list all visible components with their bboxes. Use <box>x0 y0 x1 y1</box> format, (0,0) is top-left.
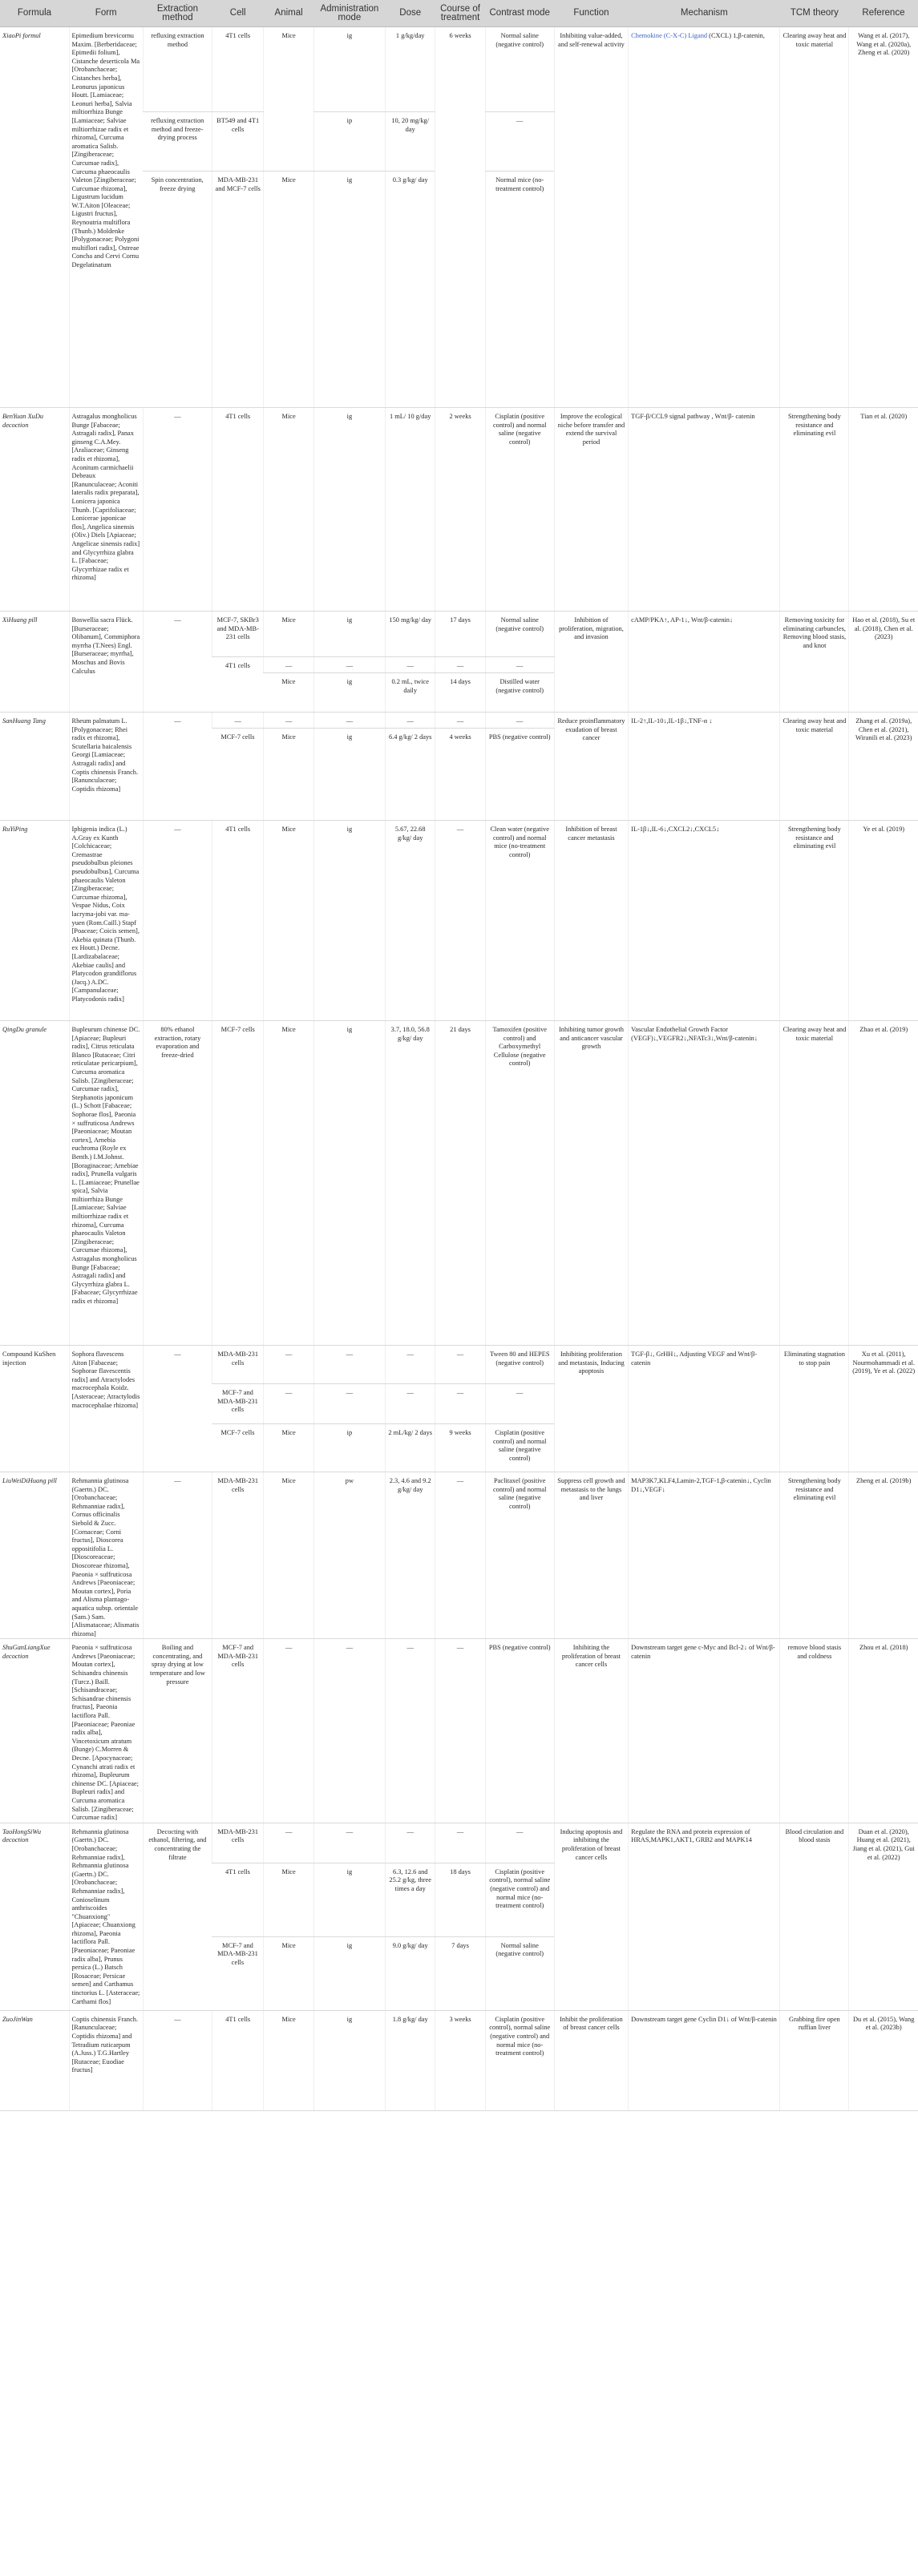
reference-cell: Du et al. (2015), Wang et al. (2023b) <box>849 2010 918 2110</box>
dose-cell: — <box>386 1639 435 1823</box>
form-cell: Paeonia × suffruticosa Andrews [Paeoniaceae; Moutan cortex], Schisandra chinensis (Turcz.) Baill. [Schisandraceae; Schisandrae chinensis fructus], Paeonia lactiflora Pall. [Paeoniaceae; Paeoniae radix alba], Vincetoxicum atratum (Bunge) C.Morren & Decne. [Apocynaceae; Cynanchi atrati radix et rhizoma], Bupleurum chinense DC. [Apiaceae; Bupleuri radix] and Curcuma aromatica Salisb. [Zingiberaceae; Curcumae radix] <box>69 1639 143 1823</box>
animal-cell: Mice <box>264 1472 313 1639</box>
cell-line-cell: MCF-7 and MDA-MB-231 cells <box>212 1639 264 1823</box>
animal-cell: Mice <box>264 172 313 408</box>
header-cell: Cell <box>212 0 264 27</box>
cell-line-cell: 4T1 cells <box>212 27 264 112</box>
form-cell: Coptis chinensis Franch. [Ranunculaceae; Coptidis rhizoma] and Tetradium ruticarpum (A.Juss.) T.G.Hartley [Rutaceae; Euodiae fructus] <box>69 2010 143 2110</box>
reference-cell: Wang et al. (2017), Wang et al. (2020a), Zheng et al. (2020) <box>849 27 918 408</box>
form-cell: Epimedium brevicornu Maxim. [Berberidaceae; Epimedii folium], Cistanche deserticola Ma [Orobanchaceae; Cistanches herba], Leonurus japonicus Houtt. [Lamiaceae; Leonuri herba], Salvia miltiorrhiza Bunge [Lamiaceae; Salviae miltiorrhizae radix et rhizoma], Curcuma aromatica Salisb. [Zingiberaceae; Curcumae radix], Curcuma phaeocaulis Valeton [Zingiberaceae; Curcumae rhizoma], Ligustrum lucidum W.T.Aiton [Oleaceae; Ligustri fructus], Reynoutria multiflora (Thunb.) Moldenke [Polygonaceae; Polygoni multiflori radix], Ostreae Concha and Cervi Cornu Degelatinatum <box>69 27 143 408</box>
animal-cell: Mice <box>264 1021 313 1346</box>
extraction-cell: Boiling and concentrating, and spray drying at low temperature and low pressure <box>143 1639 212 1823</box>
dose-cell: 10, 20 mg/kg/ day <box>386 112 435 172</box>
header-contrast: Contrast mode <box>485 0 554 27</box>
extraction-cell: — <box>143 408 212 612</box>
mechanism-link[interactable]: Chemokine (C-X-C) Ligand <box>631 32 708 39</box>
admin-cell: ip <box>313 1424 385 1472</box>
dose-cell: 1 g/kg/day <box>386 27 435 112</box>
reference-cell: Zhou et al. (2018) <box>849 1639 918 1823</box>
tcm-cell: Strengthening body resistance and eliminating evil <box>780 1472 849 1639</box>
form-cell: Boswellia sacra Flück. [Burseraceae; Olibanum], Commiphora myrrha (T.Nees) Engl. [Burseraceae; myrrha], Moschus and Bovis Calculus <box>69 612 143 713</box>
admin-cell: pw <box>313 1472 385 1639</box>
course-cell: 21 days <box>435 1021 485 1346</box>
extraction-cell: — <box>143 713 212 821</box>
cell-line-cell: 4T1 cells <box>212 2010 264 2110</box>
table-row <box>0 1021 918 1346</box>
table-row <box>0 612 918 657</box>
contrast-cell: Clean water (negative control) and normal mice (no-treatment control) <box>485 821 554 1021</box>
dose-cell: 6.3, 12.6 and 25.2 g/kg, three times a day <box>386 1863 435 1936</box>
admin-cell: ig <box>313 408 385 612</box>
function-cell: Inducing apoptosis and inhibiting the proliferation of breast cancer cells <box>554 1823 628 2010</box>
mechanism-cell: MAP3K7,KLF4,Lamin-2,TGF-1,β-catenin↓, Cyclin D1↓,VEGF↓ <box>629 1472 780 1639</box>
animal-cell: Mice <box>264 821 313 1021</box>
header-row <box>0 0 918 27</box>
cell-line-cell: MCF-7 cells <box>212 1021 264 1346</box>
course-cell: — <box>435 1346 485 1384</box>
course-cell: 17 days <box>435 612 485 657</box>
admin-cell: — <box>313 1384 385 1424</box>
dose-cell: 2.3, 4.6 and 9.2 g/kg/ day <box>386 1472 435 1639</box>
dose-cell: — <box>386 657 435 673</box>
cell-line-cell: MCF-7 and MDA-MB-231 cells <box>212 1384 264 1424</box>
function-cell: Inhibiting tumor growth and anticancer vascular growth <box>554 1021 628 1346</box>
admin-cell: — <box>313 713 385 729</box>
contrast-cell: Cisplatin (positive control) and normal saline (negative control) <box>485 408 554 612</box>
function-cell: Reduce proinflammatory exudation of breast cancer <box>554 713 628 821</box>
course-cell: 7 days <box>435 1936 485 2010</box>
course-cell: 9 weeks <box>435 1424 485 1472</box>
formula-cell: ShuGanLiangXue decoction <box>0 1639 69 1823</box>
table-row <box>0 1639 918 1823</box>
contrast-cell: Normal saline (negative control) <box>485 1936 554 2010</box>
mechanism-cell: Downstream target gene c-Myc and Bcl-2↓ of Wnt/β-catenin <box>629 1639 780 1823</box>
dose-cell: 0.3 g/kg/ day <box>386 172 435 408</box>
cell-line-cell: 4T1 cells <box>212 821 264 1021</box>
dose-cell: 2 mL/kg/ 2 days <box>386 1424 435 1472</box>
dose-cell: 1 mL/ 10 g/day <box>386 408 435 612</box>
mechanism-cell: cAMP/PKA↑, AP-1↓, Wnt/β-catenin↓ <box>629 612 780 713</box>
extraction-cell: refluxing extraction method <box>143 27 212 112</box>
contrast-cell: Normal saline (negative control) <box>485 27 554 112</box>
course-cell: — <box>435 821 485 1021</box>
extraction-cell: 80% ethanol extraction, rotary evaporation and freeze-dried <box>143 1021 212 1346</box>
form-cell: Bupleurum chinense DC. [Apiaceae; Bupleuri radix], Citrus reticulata Blanco [Rutaceae; Citri reticulatae pericarpium], Curcuma aromatica Salisb. [Zingiberaceae; Curcumae radix], Stephanotis japonicum (L.) Schott [Fabaceae; Sophorae flos], Paeonia × suffruticosa Andrews [Paeoniaceae; Moutan cortex], Arnebia euchroma (Royle ex Benth.) I.M.Johnst. [Boraginaceae; Arnebiae radix], Prunella vulgaris L. [Lamiaceae; Prunellae spica], Salvia miltiorrhiza Bunge [Lamiaceae; Salviae miltiorrhizae radix et rhizoma], Curcuma phaeocaulis Valeton [Zingiberaceae; Curcumae rhizoma], Astragalus mongholicus Bunge [Fabaceae; Astragali radix] and Glycyrrhiza glabra L. [Fabaceae; Glycyrrhizae radix et rhizoma] <box>69 1021 143 1346</box>
header-dose: Dose <box>386 0 435 27</box>
contrast-cell: PBS (negative control) <box>485 1639 554 1823</box>
cell-line-cell: 4T1 cells <box>212 1863 264 1936</box>
function-cell: Inhibiting the proliferation of breast cancer cells <box>554 1639 628 1823</box>
animal-cell: — <box>264 657 313 673</box>
formula-cell: BenYuan XuDu decoction <box>0 408 69 612</box>
reference-cell: Xu et al. (2011), Nourmohammadi et al. (2019), Ye et al. (2022) <box>849 1346 918 1472</box>
formula-cell: LiuWeiDiHuang pill <box>0 1472 69 1639</box>
animal-cell: Mice <box>264 1863 313 1936</box>
contrast-cell: Normal mice (no-treatment control) <box>485 172 554 408</box>
tcm-cell: Clearing away heat and toxic material <box>780 1021 849 1346</box>
function-cell: Inhibiting proliferation and metastasis, Inducing apoptosis <box>554 1346 628 1472</box>
admin-cell: ig <box>313 1021 385 1346</box>
admin-cell: ig <box>313 27 385 112</box>
animal-cell: Mice <box>264 27 313 172</box>
reference-cell: Zhang et al. (2019a), Chen et al. (2021), Wiranili et al. (2023) <box>849 713 918 821</box>
header-reference: Reference <box>849 0 918 27</box>
dose-cell: — <box>386 713 435 729</box>
contrast-cell: — <box>485 1823 554 1863</box>
header-formula: Formula <box>0 0 69 27</box>
admin-cell: ig <box>313 1936 385 2010</box>
mechanism-cell: TGF-β/CCL9 signal pathway , Wnt/β- catenin <box>629 408 780 612</box>
animal-cell: Mice <box>264 2010 313 2110</box>
contrast-cell: PBS (negative control) <box>485 729 554 821</box>
animal-cell: — <box>264 713 313 729</box>
contrast-cell: Distilled water (negative control) <box>485 673 554 713</box>
form-cell: Iphigenia indica (L.) A.Gray ex Kunth [Colchicaceae; Cremastrae pseudobulbus pleiones pseudobulbus], Curcuma phaeocaulis Valeton [Zingiberaceae; Curcumae rhizoma], Vespae Nidus, Coix lacryma-jobi var. ma-yuen (Rom.Caill.) Stapf [Poaceae; Coicis semen], Akebia quinata (Thunb. ex Houtt.) Decne. [Lardizabalaceae; Akebiae caulis] and Platycodon grandiflorus (Jacq.) A.DC. [Campanulaceae; Platycodonis radix] <box>69 821 143 1021</box>
header-form: Form <box>69 0 143 27</box>
tcm-cell: Strengthening body resistance and eliminating evil <box>780 821 849 1021</box>
header-animal: Animal <box>264 0 313 27</box>
formula-cell: XiaoPi formul <box>0 27 69 408</box>
cell-line-cell: MDA-MB-231 cells <box>212 1823 264 1863</box>
cell-line-cell: — <box>212 713 264 729</box>
tcm-cell: Blood circulation and blood stasis <box>780 1823 849 2010</box>
formula-cell: ZuoJinWan <box>0 2010 69 2110</box>
admin-cell: ig <box>313 2010 385 2110</box>
extraction-cell: refluxing extraction method and freeze-drying process <box>143 112 212 172</box>
animal-cell: — <box>264 1384 313 1424</box>
course-cell: 18 days <box>435 1863 485 1936</box>
contrast-cell: — <box>485 657 554 673</box>
animal-cell: — <box>264 1823 313 1863</box>
animal-cell: Mice <box>264 1424 313 1472</box>
cell-line-cell: MDA-MB-231 cells <box>212 1472 264 1639</box>
cell-line-cell: 4T1 cells <box>212 657 264 713</box>
mechanism-cell: IL-1β↓,IL-6↓,CXCL2↓,CXCL5↓ <box>629 821 780 1021</box>
admin-cell: — <box>313 1823 385 1863</box>
cell-line-cell: MCF-7 cells <box>212 1424 264 1472</box>
form-cell: Rehmannia glutinosa (Gaertn.) DC. [Orobanchaceae; Rehmanniae radix], Rehmannia glutinosa (Gaertn.) DC. [Orobanchaceae; Rehmanniae radix], Conioselinum anthriscoides "Chuanxiong" [Apiaceae; Chuanxiong rhizoma], Paeonia lactiflora Pall. [Paeoniaceae; Paeoniae radix alba], Prunus persica (L.) Batsch [Rosaceae; Persicae semen] and Carthamus tinctorius L. [Asteraceae; Carthami flos] <box>69 1823 143 2010</box>
header-admin: Administration mode <box>313 0 385 27</box>
tcm-cell: Clearing away heat and toxic material <box>780 27 849 408</box>
table-row <box>0 1346 918 1384</box>
dose-cell: 6.4 g/kg/ 2 days <box>386 729 435 821</box>
form-cell: Sophora flavescens Aiton [Fabaceae; Sophorae flavescentis radix] and Atractylodes macrocephala Koidz. [Asteraceae; Atractylodis macrocephalae rhizoma] <box>69 1346 143 1472</box>
admin-cell: ig <box>313 673 385 713</box>
tcm-cell: Strengthening body resistance and eliminating evil <box>780 408 849 612</box>
mechanism-cell: Downstream target gene Cyclin D1↓ of Wnt/β-catenin <box>629 2010 780 2110</box>
animal-cell: — <box>264 1346 313 1384</box>
form-cell: Rehmannia glutinosa (Gaertn.) DC. [Orobanchaceae; Rehmanniae radix], Cornus officinalis Siebold & Zucc. [Cornaceae; Corni fructus], Dioscorea oppositifolia L. [Dioscoreaceae; Dioscoreae rhizoma], Paeonia × suffruticosa Andrews [Paeoniaceae; Moutan cortex], Poria and Alisma plantago-aquatica subsp. orientale (Sam.) Sam. [Alismataceae; Alismatis rhizoma] <box>69 1472 143 1639</box>
function-cell: Improve the ecological niche before transfer and extend the survival period <box>554 408 628 612</box>
contrast-cell: Paclitaxel (positive control) and normal saline (negative control) <box>485 1472 554 1639</box>
cell-line-cell: MCF-7 and MDA-MB-231 cells <box>212 1936 264 2010</box>
header-tcm: TCM theory <box>780 0 849 27</box>
tcm-cell: Grabbing fire open ruffian liver <box>780 2010 849 2110</box>
course-cell: — <box>435 1823 485 1863</box>
animal-cell: Mice <box>264 729 313 821</box>
header-mechanism: Mechanism <box>629 0 780 27</box>
form-cell: Astragalus mongholicus Bunge [Fabaceae; Astragali radix], Panax ginseng C.A.Mey. [Araliaceae; Ginseng radix et rhizoma], Aconitum carmichaelii Debeaux [Ranunculaceae; Aconiti lateralis radix preparata], Lonicera japonica Thunb. [Caprifoliaceae; Lonicerae japonicae flos], Angelica sinensis (Oliv.) Diels [Apiaceae; Angelicae sinensis radix] and Glycyrrhiza glabra L. [Fabaceae; Glycyrrhizae radix et rhizoma] <box>69 408 143 612</box>
function-cell: Inhibition of proliferation, migration, and invasion <box>554 612 628 713</box>
extraction-cell: — <box>143 1472 212 1639</box>
mechanism-cell: Vascular Endothelial Growth Factor (VEGF)↓,VEGFR2↓,NFATc3↓,Wnt/β-catenin↓ <box>629 1021 780 1346</box>
function-cell: Suppress cell growth and metastasis to the lungs and liver <box>554 1472 628 1639</box>
formula-cell: RuYiPing <box>0 821 69 1021</box>
formula-cell: Compound KuShen injection <box>0 1346 69 1472</box>
extraction-cell: Decocting with ethanol, filtering, and concentrating the filtrate <box>143 1823 212 2010</box>
dose-cell: 1.8 g/kg/ day <box>386 2010 435 2110</box>
function-cell: Inhibit the proliferation of breast cancer cells <box>554 2010 628 2110</box>
extraction-cell: Spin concentration, freeze drying <box>143 172 212 408</box>
cell-line-cell: MCF-7, SKBr3 and MDA-MB-231 cells <box>212 612 264 657</box>
mechanism-cell <box>629 27 780 408</box>
course-cell: 14 days <box>435 673 485 713</box>
course-cell: 6 weeks <box>435 27 485 408</box>
table-row <box>0 713 918 729</box>
tcm-cell: Clearing away heat and toxic material <box>780 713 849 821</box>
header-course: Course of treatment <box>435 0 485 27</box>
cell-line-cell: 4T1 cells <box>212 408 264 612</box>
reference-cell: Tian et al. (2020) <box>849 408 918 612</box>
admin-cell: ig <box>313 612 385 657</box>
function-cell: Inhibition of breast cancer metastasis <box>554 821 628 1021</box>
table-row <box>0 408 918 612</box>
cell-line-cell: MDA-MB-231 cells <box>212 1346 264 1384</box>
mechanism-text: (CXCL) 1,β-catenin, <box>707 32 765 39</box>
extraction-cell: — <box>143 2010 212 2110</box>
header-function: Function <box>554 0 628 27</box>
form-cell: Rheum palmatum L. [Polygonaceae; Rhei radix et rhizoma], Scutellaria baicalensis Georgi [Lamiaceae; Astragali radix] and Coptis chinensis Franch. [Ranunculaceae; Coptidis rhizoma] <box>69 713 143 821</box>
dose-cell: 5.67, 22.68 g/kg/ day <box>386 821 435 1021</box>
table-row <box>0 2010 918 2110</box>
extraction-cell: — <box>143 821 212 1021</box>
admin-cell: ig <box>313 172 385 408</box>
mechanism-cell: IL-2↑,IL-10↓,IL-1β↓,TNF-α ↓ <box>629 713 780 821</box>
contrast-cell: — <box>485 713 554 729</box>
animal-cell: Mice <box>264 408 313 612</box>
course-cell: — <box>435 1639 485 1823</box>
contrast-cell: Cisplatin (positive control), normal saline (negative control) and normal mice (no-treatment control) <box>485 2010 554 2110</box>
animal-cell: Mice <box>264 612 313 657</box>
admin-cell: ig <box>313 729 385 821</box>
table-row <box>0 821 918 1021</box>
formula-cell: XiHuang pill <box>0 612 69 713</box>
cell-line-cell: MCF-7 cells <box>212 729 264 821</box>
course-cell: — <box>435 657 485 673</box>
admin-cell: ip <box>313 112 385 172</box>
course-cell: 4 weeks <box>435 729 485 821</box>
reference-cell: Zhao et al. (2019) <box>849 1021 918 1346</box>
table-row <box>0 27 918 112</box>
cell-line-cell: BT549 and 4T1 cells <box>212 112 264 172</box>
admin-cell: ig <box>313 1863 385 1936</box>
animal-cell: — <box>264 1639 313 1823</box>
reference-cell: Hao et al. (2018), Su et al. (2018), Chen et al. (2023) <box>849 612 918 713</box>
dose-cell: 150 mg/kg/ day <box>386 612 435 657</box>
contrast-cell: Cisplatin (positive control), normal saline (negative control) and normal mice (no-treatment control) <box>485 1863 554 1936</box>
formula-cell: QingDu granule <box>0 1021 69 1346</box>
formula-cell: TaoHongSiWu decoction <box>0 1823 69 2010</box>
admin-cell: — <box>313 1346 385 1384</box>
mechanism-cell: TGF-β↓, GrHH↓, Adjusting VEGF and Wnt/β- catenin <box>629 1346 780 1472</box>
admin-cell: — <box>313 657 385 673</box>
dose-cell: — <box>386 1346 435 1384</box>
admin-cell: ig <box>313 821 385 1021</box>
dose-cell: — <box>386 1384 435 1424</box>
extraction-cell: — <box>143 612 212 713</box>
animal-cell: Mice <box>264 1936 313 2010</box>
mechanism-cell: Regulate the RNA and protein expression of HRAS,MAPK1,AKT1, GRB2 and MAPK14 <box>629 1823 780 2010</box>
admin-cell: — <box>313 1639 385 1823</box>
tcm-cell: remove blood stasis and coldness <box>780 1639 849 1823</box>
dose-cell: — <box>386 1823 435 1863</box>
header-extraction: Extraction method <box>143 0 212 27</box>
contrast-cell: — <box>485 112 554 172</box>
tcm-cell: Removing toxicity for eliminating carbuncles, Removing blood stasis, and knot <box>780 612 849 713</box>
course-cell: 3 weeks <box>435 2010 485 2110</box>
dose-cell: 0.2 mL, twice daily <box>386 673 435 713</box>
table-row <box>0 1823 918 1863</box>
contrast-cell: Cisplatin (positive control) and normal saline (negative control) <box>485 1424 554 1472</box>
course-cell: — <box>435 1384 485 1424</box>
course-cell: 2 weeks <box>435 408 485 612</box>
table-row <box>0 1472 918 1639</box>
course-cell: — <box>435 713 485 729</box>
contrast-cell: Tween 80 and HEPES (negative control) <box>485 1346 554 1384</box>
reference-cell: Duan et al. (2020), Huang et al. (2021), Jiang et al. (2021), Gui et al. (2022) <box>849 1823 918 2010</box>
contrast-cell: — <box>485 1384 554 1424</box>
reference-cell: Ye et al. (2019) <box>849 821 918 1021</box>
cell-line-cell: MDA-MB-231 and MCF-7 cells <box>212 172 264 408</box>
course-cell: — <box>435 1472 485 1639</box>
extraction-cell: — <box>143 1346 212 1472</box>
formula-cell: SanHuang Tang <box>0 713 69 821</box>
animal-cell: Mice <box>264 673 313 713</box>
reference-cell: Zheng et al. (2019b) <box>849 1472 918 1639</box>
contrast-cell: Tamoxifen (positive control) and Carboxymethyl Cellulose (negative control) <box>485 1021 554 1346</box>
dose-cell: 9.0 g/kg/ day <box>386 1936 435 2010</box>
function-cell: Inhibiting value-added, and self-renewal activity <box>554 27 628 408</box>
dose-cell: 3.7, 18.0, 56.8 g/kg/ day <box>386 1021 435 1346</box>
contrast-cell: Normal saline (negative control) <box>485 612 554 657</box>
tcm-cell: Eliminating stagnation to stop pain <box>780 1346 849 1472</box>
